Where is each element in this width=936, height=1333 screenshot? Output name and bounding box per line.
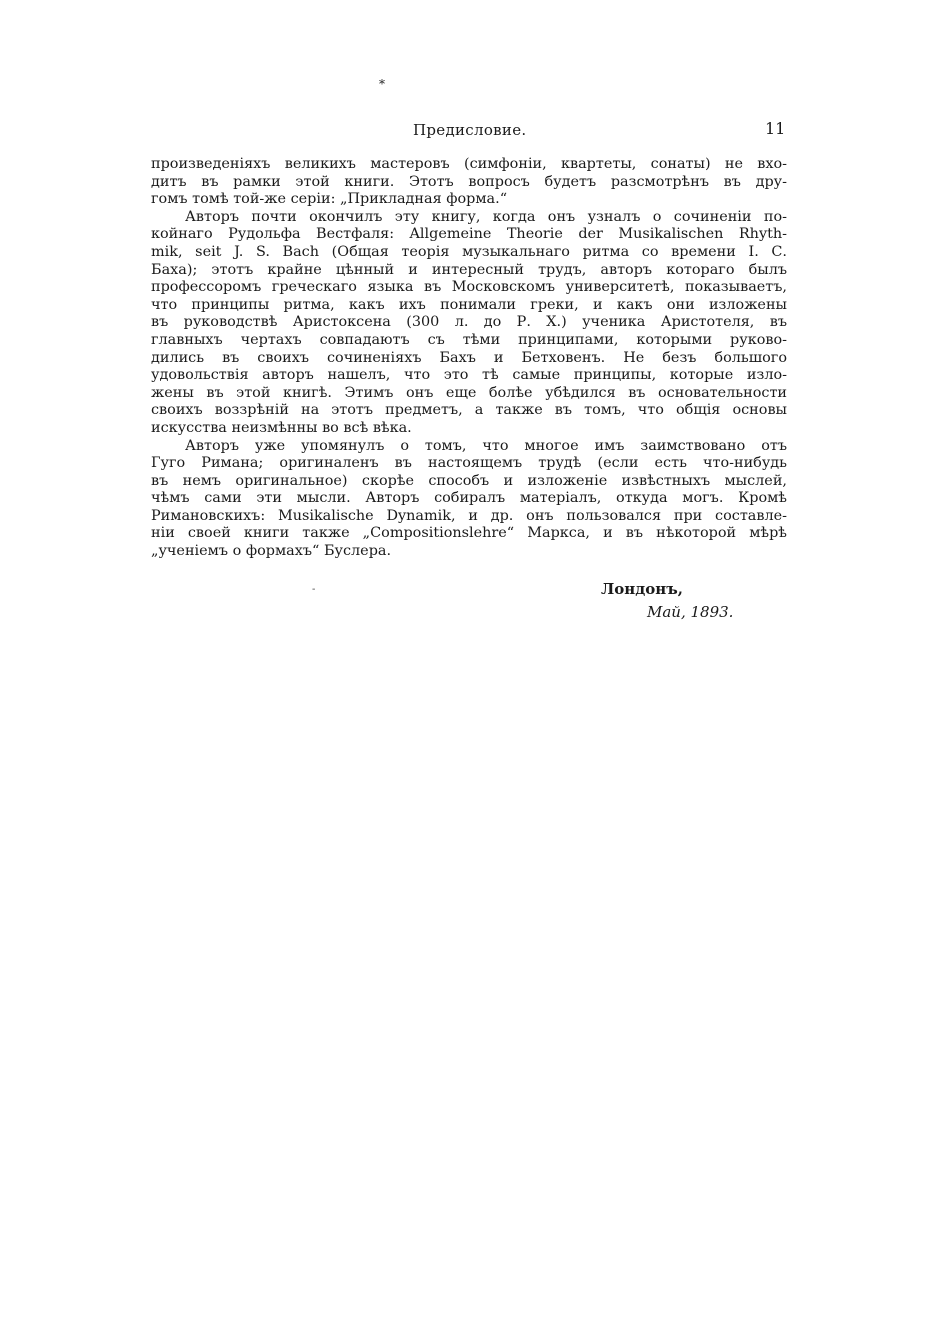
text-line: дитъ въ рамки этой книги. Этотъ вопросъ будетъ разсмотрѣнъ въ дру- [151,173,787,190]
text-line: въ немъ оригинальное) скорѣе способъ и изложеніе извѣстныхъ мыслей, [151,472,787,489]
text-line: своихъ воззрѣній на этотъ предметъ, а также въ томъ, что общія основы [151,402,787,419]
text-line: Авторъ почти окончилъ эту книгу, когда онъ узналъ о сочиненіи по- [185,208,787,225]
signature-date: Май, 1893. [647,603,734,621]
text-line: Римановскихъ: Musikalische Dynamik, и др. онъ пользовался при составле- [151,507,787,524]
text-line: ніи своей книги также „Compositionslehre“ Маркса, и въ нѣкоторой мѣрѣ [151,525,787,542]
text-line: удовольствія авторъ нашелъ, что это тѣ самые принципы, которые изло- [151,367,787,384]
text-line: искусства неизмѣнны во всѣ вѣка. [151,419,412,436]
text-line: mik, seit J. S. Bach (Общая теорія музыкальнаго ритма со времени І. С. [151,243,787,260]
text-line: произведеніяхъ великихъ мастеровъ (симфоніи, квартеты, сонаты) не вхо- [151,156,787,172]
text-line: профессоромъ греческаго языка въ Московскомъ университетѣ, показываетъ, [151,279,787,296]
text-line: жены въ этой книгѣ. Этимъ онъ еще болѣе убѣдился въ основательности [151,384,787,401]
text-line: дились въ своихъ сочиненіяхъ Бахъ и Бетховенъ. Не безъ большого [151,349,787,366]
preface-body [151,156,787,561]
text-line: гомъ томѣ той-же серіи: „Прикладная форма.“ [151,191,508,208]
text-line: Гуго Римана; оригиналенъ въ настоящемъ трудѣ (если есть что-нибудь [151,455,787,472]
text-line: чѣмъ сами эти мысли. Авторъ собиралъ матеріалъ, откуда могъ. Кромѣ [151,490,787,507]
text-line: что принципы ритма, какъ ихъ понимали греки, и какъ они изложены [151,296,787,313]
text-line: Авторъ уже упомянулъ о томъ, что многое имъ заимствовано отъ [185,437,787,454]
page-number: 11 [765,119,786,138]
text-line: Баха); этотъ крайне цѣнный и интересный трудъ, авторъ котораго былъ [151,261,787,278]
text-line: главныхъ чертахъ совпадаютъ съ тѣми принципами, которыми руково- [151,331,787,348]
signature-place: Лондонъ, [601,580,683,598]
ink-speck: - [312,584,316,595]
ink-speck: * [379,77,385,91]
text-line: „ученіемъ о формахъ“ Буслера. [151,543,392,560]
page-header-title: Предисловие. [413,121,527,139]
text-line: койнаго Рудольфа Вестфаля: Allgemeine Theorie der Musikalischen Rhyth- [151,226,787,243]
text-line: въ руководствѣ Аристоксена (300 л. до Р. Х.) ученика Аристотеля, въ [151,314,787,331]
